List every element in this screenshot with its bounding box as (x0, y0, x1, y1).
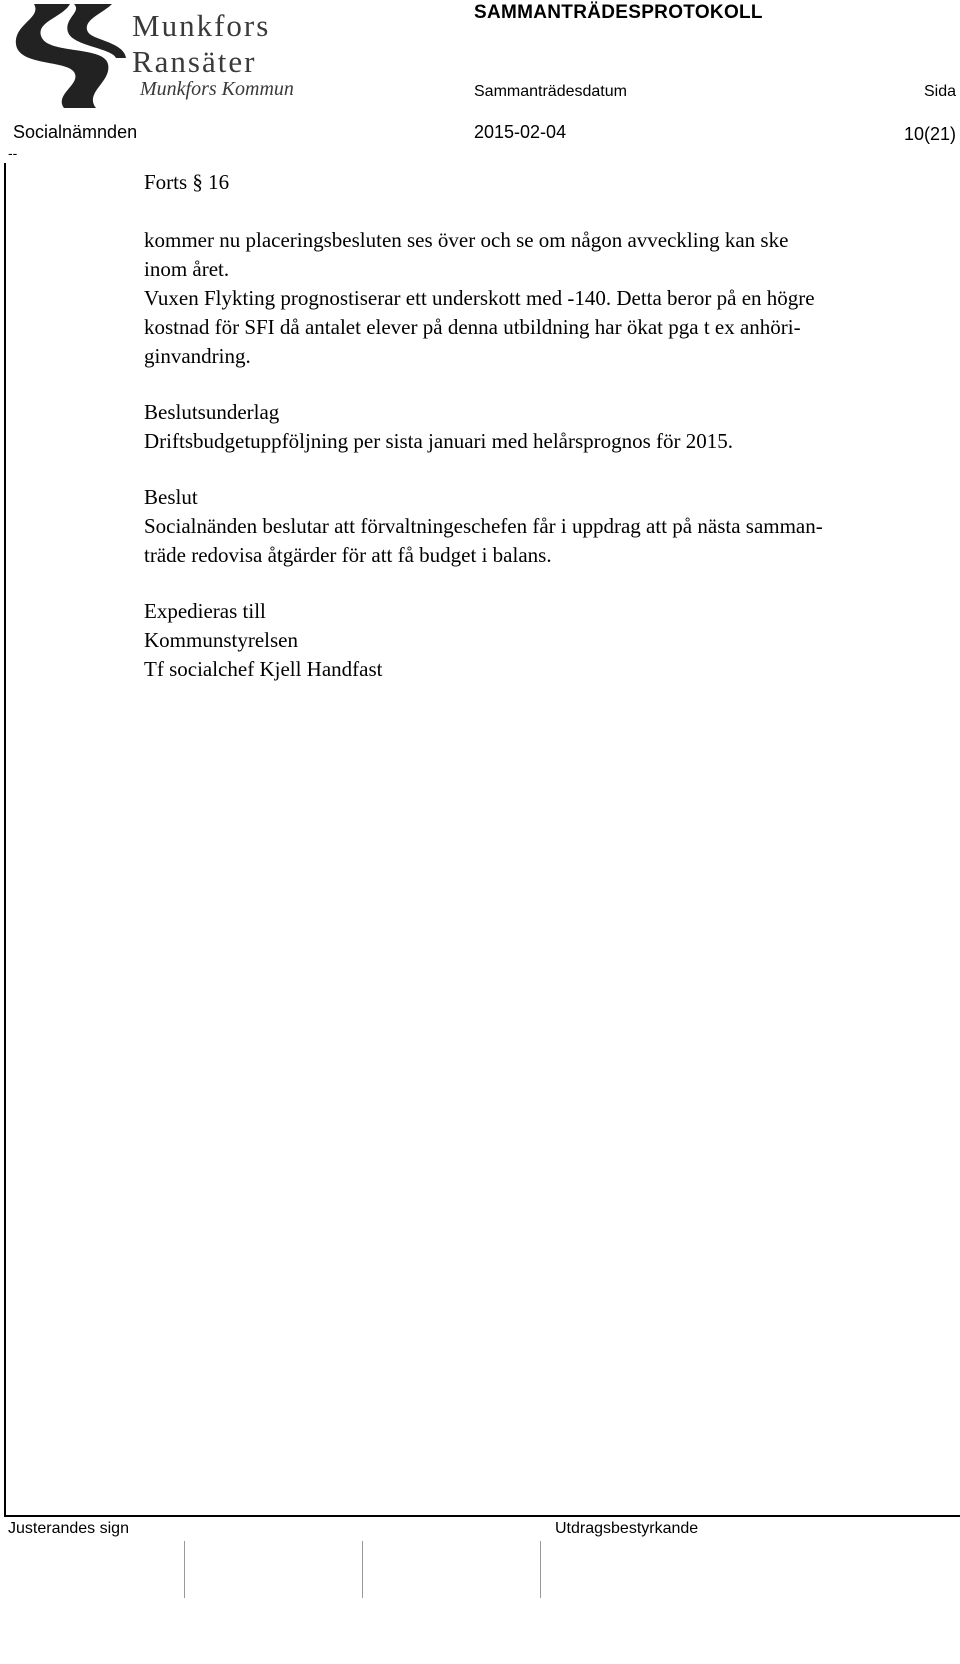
signature-label: Justerandes sign (8, 1520, 129, 1537)
document-type: SAMMANTRÄDESPROTOKOLL (474, 2, 763, 23)
body-line: kommer nu placeringsbesluten ses över och se om någon avveckling kan ske (144, 228, 789, 252)
river-emblem-icon (12, 2, 132, 110)
basis-text: Driftsbudgetuppföljning per sista januari med helårsprognos för 2015. (144, 429, 734, 453)
basis-heading: Beslutsunderlag (144, 400, 280, 424)
page-number: 10(21) (903, 124, 956, 144)
signature-box-divider (362, 1541, 363, 1598)
municipality-logo (12, 2, 302, 110)
section-heading: Forts § 16 (144, 170, 230, 194)
signature-box-divider (540, 1541, 541, 1598)
meeting-date: 2015-02-04 (474, 122, 567, 142)
page-label: Sida (923, 83, 956, 100)
distribution-heading: Expedieras till (144, 599, 266, 623)
logo-line-ransater: Ransäter (132, 44, 257, 79)
certification-label: Utdragsbestyrkande (555, 1520, 699, 1537)
left-margin-rule (4, 163, 6, 1516)
footer-rule (4, 1515, 960, 1517)
distribution-recipient: Tf socialchef Kjell Handfast (144, 657, 383, 681)
decision-line: träde redovisa åtgärder för att få budget i balans. (144, 543, 552, 567)
distribution-recipient: Kommunstyrelsen (144, 628, 298, 652)
meeting-date-label: Sammanträdesdatum (474, 83, 627, 100)
body-line: kostnad för SFI då antalet elever på denna utbildning har ökat pga t ex anhöri- (144, 315, 801, 339)
header-marker: -- (8, 145, 18, 161)
body-line: Vuxen Flykting prognostiserar ett underskott med -140. Detta beror på en högre (144, 286, 815, 310)
body-line: ginvandring. (144, 344, 251, 368)
decision-heading: Beslut (144, 485, 198, 509)
body-line: inom året. (144, 257, 230, 281)
decision-line: Socialnänden beslutar att förvaltningeschefen får i uppdrag att på nästa samman- (144, 514, 823, 538)
logo-line-kommun: Munkfors Kommun (140, 78, 294, 100)
protocol-body (144, 168, 950, 684)
logo-line-munkfors: Munkfors (132, 8, 271, 43)
signature-box-divider (184, 1541, 185, 1598)
committee-name: Socialnämnden (13, 122, 138, 142)
